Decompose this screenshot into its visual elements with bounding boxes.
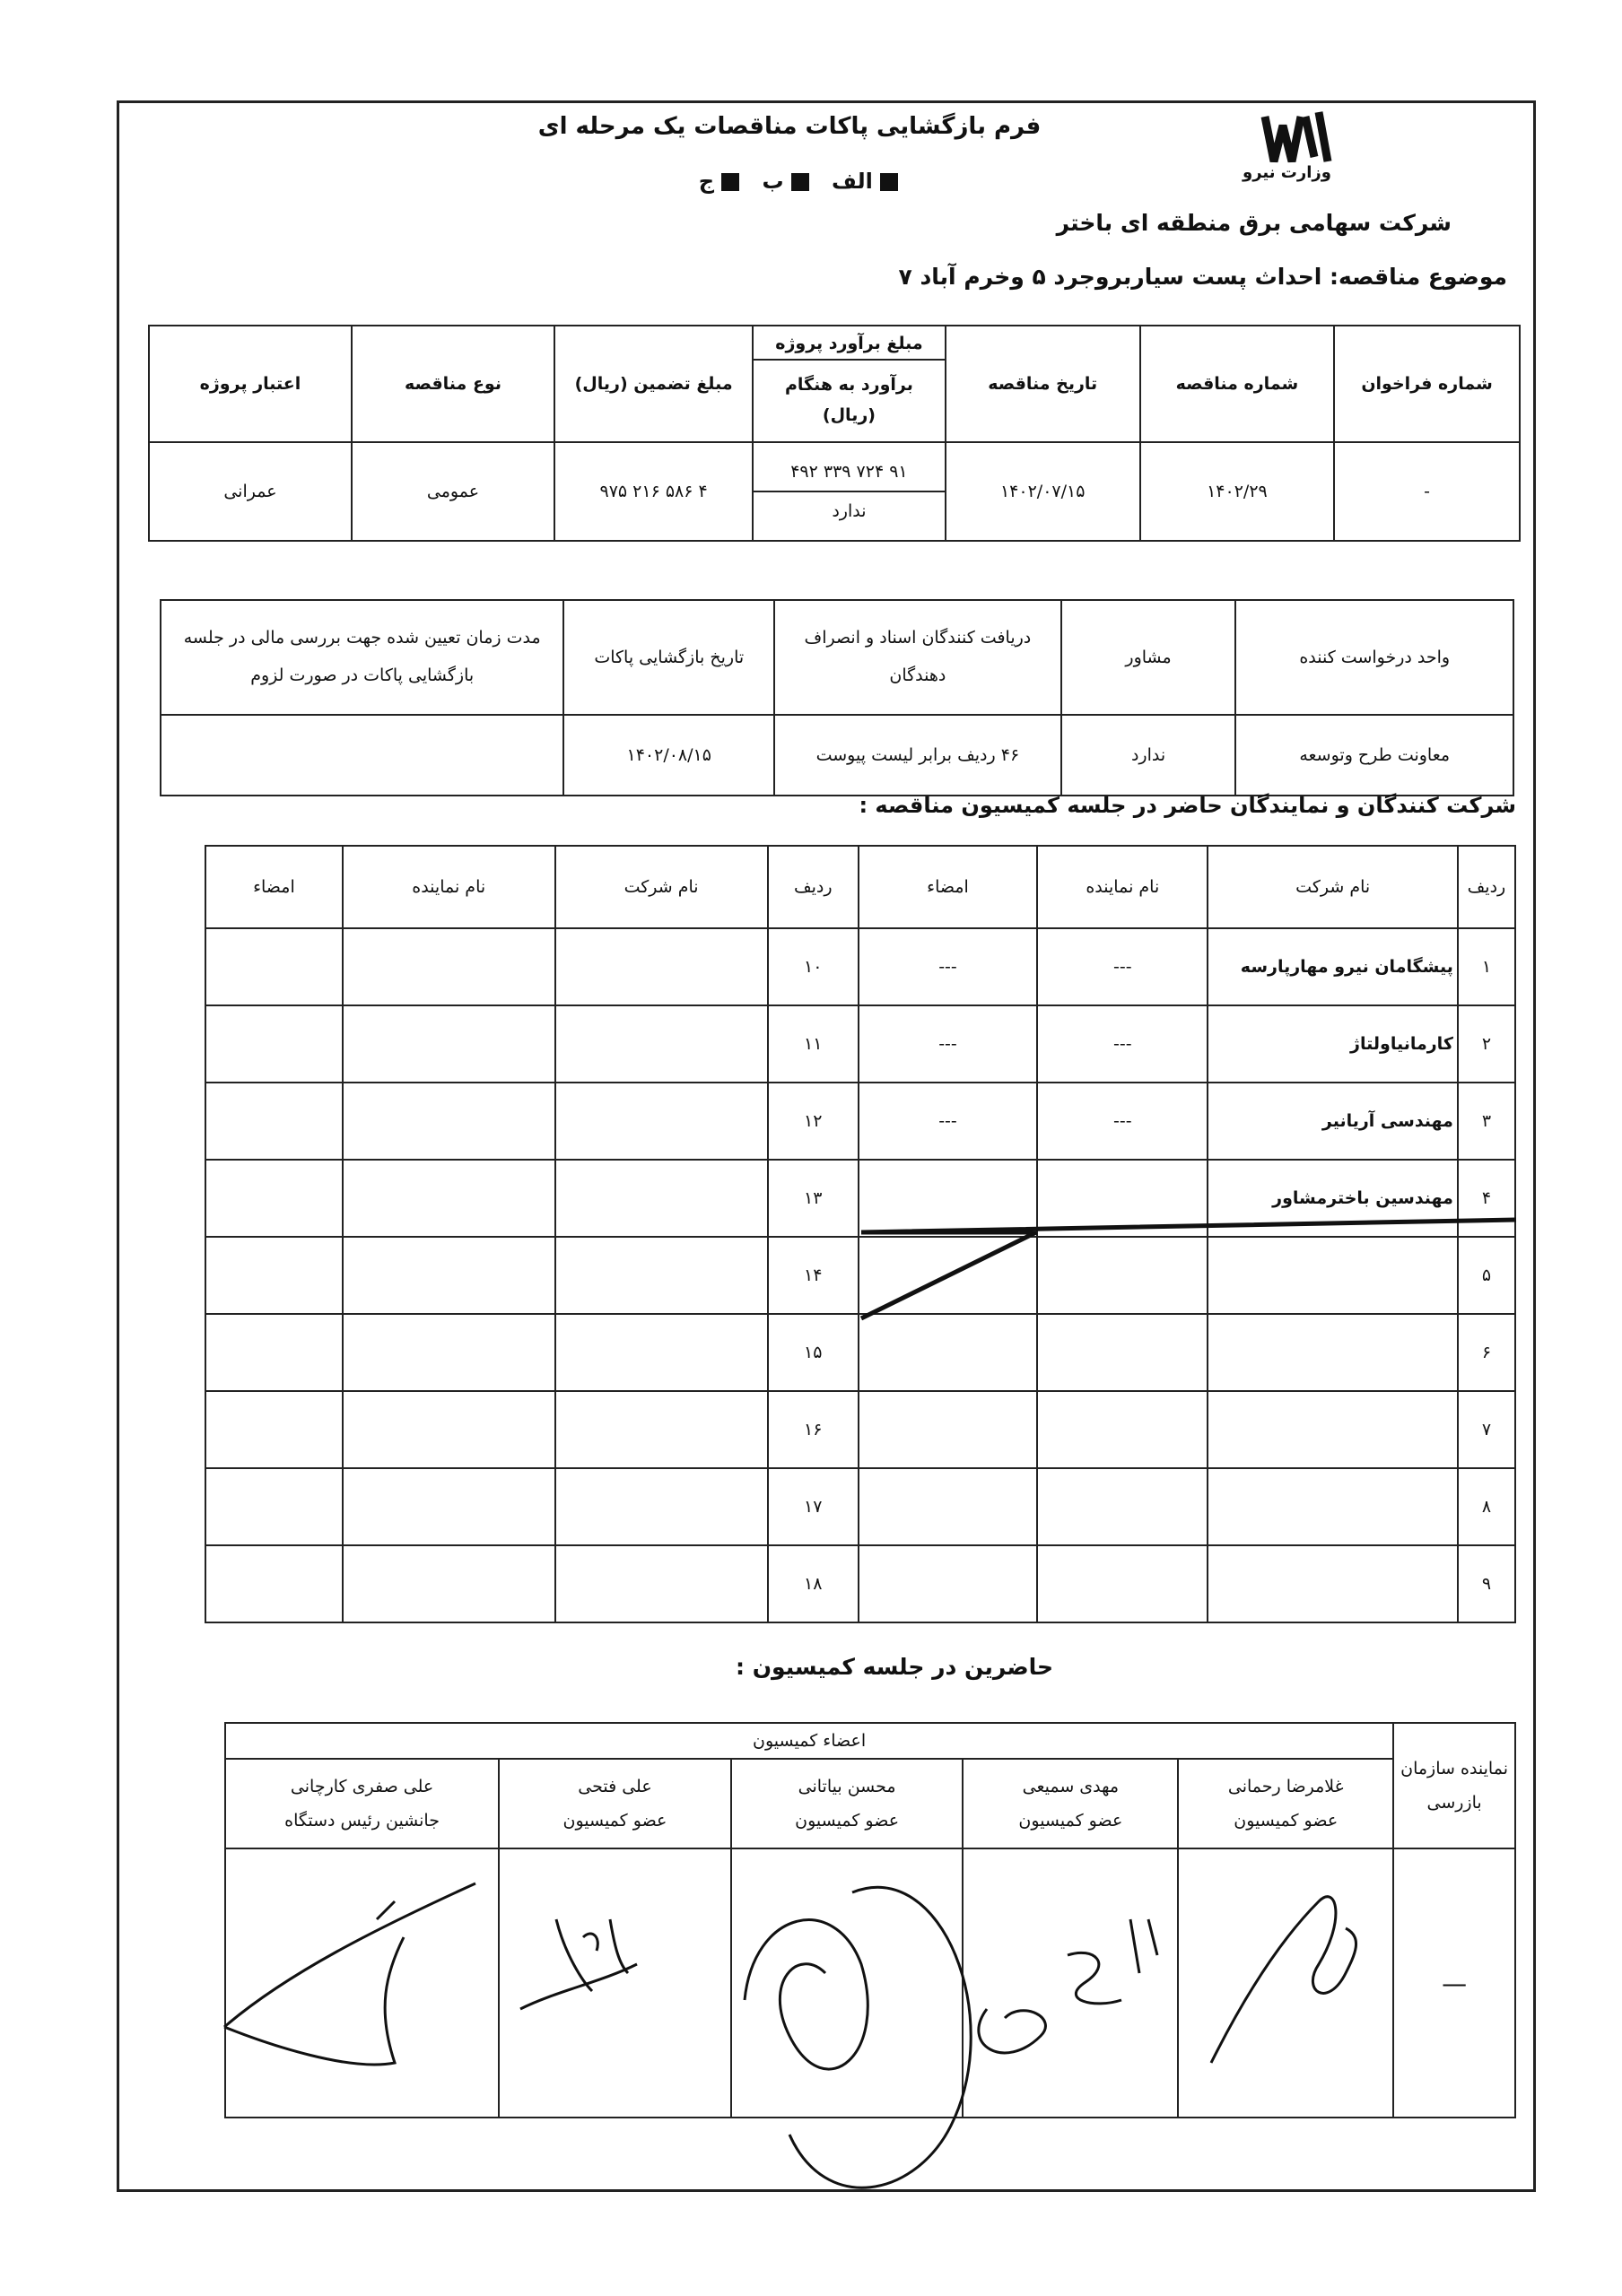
company-name-cell	[555, 1468, 768, 1545]
company-name-cell	[555, 1314, 768, 1391]
rep-name-cell	[343, 1160, 555, 1237]
rep-header-right: نام نماینده	[1037, 846, 1208, 928]
signature-cell	[859, 1391, 1037, 1468]
signature-cell	[205, 1545, 343, 1622]
row-no: ۱۳	[768, 1160, 859, 1237]
doc-recipients-value: ۴۶ ردیف برابر لیست پیوست	[774, 715, 1061, 796]
signature-cell: ---	[859, 928, 1037, 1005]
member-header: علی صفری کارچانی جانشین رئیس دستگاه	[225, 1759, 499, 1848]
tender-number-value: ۱۴۰۲/۲۹	[1140, 442, 1334, 541]
tender-type-header: نوع مناقصه	[352, 326, 554, 442]
rep-name-cell	[343, 1237, 555, 1314]
stage-option-a-checkbox[interactable]	[880, 173, 898, 191]
row-no: ۱۸	[768, 1545, 859, 1622]
rep-header-left: نام نماینده	[343, 846, 555, 928]
row-no: ۱۴	[768, 1237, 859, 1314]
signature-cell	[205, 1160, 343, 1237]
row-no: ۸	[1458, 1468, 1515, 1545]
rep-name-cell	[1037, 1468, 1208, 1545]
rep-name-cell	[343, 1005, 555, 1083]
rep-name-cell	[343, 1468, 555, 1545]
signature-cell	[859, 1468, 1037, 1545]
signature-fathi	[502, 1883, 664, 2027]
row-no: ۱۱	[768, 1005, 859, 1083]
stage-option-c-checkbox[interactable]	[721, 173, 739, 191]
bidder-row	[205, 1468, 1515, 1545]
tender-number-header: شماره مناقصه	[1140, 326, 1334, 442]
row-no: ۱۲	[768, 1083, 859, 1160]
call-number-value: -	[1334, 442, 1520, 541]
member-header: مهدی سمیعی عضو کمیسیون	[963, 1759, 1178, 1848]
credit-value: عمرانی	[149, 442, 352, 541]
stage-option-a-label: الف	[832, 169, 873, 194]
tender-table-values	[149, 442, 1520, 541]
signature-rahmani	[1193, 1866, 1400, 2081]
rep-name-cell: ---	[1037, 1005, 1208, 1083]
rep-name-cell	[343, 928, 555, 1005]
company-name-cell	[555, 1237, 768, 1314]
company-name-cell: کارمانیاولتاژ	[1208, 1005, 1457, 1083]
row-no: ۱۰	[768, 928, 859, 1005]
unit-table-values	[161, 715, 1513, 796]
company-name-cell	[1208, 1391, 1457, 1468]
member-header: محسن بیاتانی عضو کمیسیون	[731, 1759, 964, 1848]
member-header: غلامرضا رحمانی عضو کمیسیون	[1178, 1759, 1393, 1848]
estimate-value-cell	[753, 442, 946, 541]
inspection-header: نماینده سازمان بازرسی	[1393, 1723, 1515, 1848]
opening-date-header: تاریخ بازگشایی پاکات	[563, 600, 774, 715]
company-name-cell	[555, 928, 768, 1005]
company-name-cell	[555, 1391, 768, 1468]
row-no: ۳	[1458, 1083, 1515, 1160]
company-name-cell: مهندسین باخترمشاور	[1208, 1160, 1457, 1237]
estimate-header-cell	[753, 326, 946, 442]
row-no: ۱۶	[768, 1391, 859, 1468]
row-no: ۷	[1458, 1391, 1515, 1468]
rep-name-cell: ---	[1037, 1083, 1208, 1160]
guarantee-value: ۴ ۵۸۶ ۲۱۶ ۹۷۵	[554, 442, 753, 541]
consultant-header: مشاور	[1061, 600, 1236, 715]
guarantee-header: مبلغ تضمین (ریال)	[554, 326, 753, 442]
signature-cell: ---	[859, 1005, 1037, 1083]
row-no: ۲	[1458, 1005, 1515, 1083]
rep-name-cell	[343, 1314, 555, 1391]
commission-table-group-row	[225, 1723, 1515, 1759]
company-name: شرکت سهامی برق منطقه ای باختر	[1056, 210, 1452, 236]
company-name-cell	[555, 1545, 768, 1622]
estimate-value: ۹۱ ۷۲۴ ۳۳۹ ۴۹۲	[754, 453, 945, 492]
sign-header-right: امضاء	[859, 846, 1037, 928]
doc-recipients-header: دریافت کنندگان اسناد و انصراف دهندگان	[774, 600, 1061, 715]
bidder-row	[205, 928, 1515, 1005]
row-no: ۱۷	[768, 1468, 859, 1545]
tender-subject: موضوع مناقصه: احداث پست سیاربروجرد ۵ وخرم آباد ۷	[898, 264, 1507, 290]
rep-name-cell	[343, 1545, 555, 1622]
company-name-cell	[555, 1160, 768, 1237]
void-strike-line	[843, 1211, 1525, 1327]
company-name-cell	[1208, 1545, 1457, 1622]
bidder-row	[205, 1005, 1515, 1083]
signature-cell	[205, 1391, 343, 1468]
signature-bayatani	[718, 1839, 1005, 2215]
tender-table	[148, 325, 1521, 542]
ministry-name: وزارت نیرو	[1243, 163, 1331, 182]
company-name-cell: مهندسی آریانیر	[1208, 1083, 1457, 1160]
consultant-value: ندارد	[1061, 715, 1236, 796]
unit-table	[160, 599, 1514, 796]
review-duration-value	[161, 715, 563, 796]
company-header-left: نام شرکت	[555, 846, 768, 928]
signature-cell	[205, 928, 343, 1005]
company-header-right: نام شرکت	[1208, 846, 1457, 928]
member-header: علی فتحی عضو کمیسیون	[499, 1759, 731, 1848]
sign-header-left: امضاء	[205, 846, 343, 928]
stage-option-b-label: ب	[762, 169, 784, 194]
signature-cell	[205, 1083, 343, 1160]
signature-cell	[205, 1005, 343, 1083]
company-name-cell: پیشگامان نیرو مهارپارسه	[1208, 928, 1457, 1005]
bidders-heading: شرکت کنندگان و نمایندگان حاضر در جلسه کمیسیون مناقصه :	[859, 793, 1516, 818]
commission-members-row	[225, 1759, 1515, 1848]
rep-name-cell	[1037, 1391, 1208, 1468]
tender-table-header	[149, 326, 1520, 442]
rep-name-cell	[1037, 1545, 1208, 1622]
updated-estimate-header: برآورد به هنگام (ریال)	[784, 374, 913, 425]
row-no: ۱۵	[768, 1314, 859, 1391]
signature-safari	[215, 1866, 484, 2081]
credit-header: اعتبار پروژه	[149, 326, 352, 442]
stage-option-c-label: ج	[698, 169, 715, 194]
row-no: ۶	[1458, 1314, 1515, 1391]
commission-group-label: اعضاء کمیسیون	[225, 1723, 1393, 1759]
signature-cell	[205, 1237, 343, 1314]
requesting-unit-header: واحد درخواست کننده	[1235, 600, 1513, 715]
row-no: ۱	[1458, 928, 1515, 1005]
signature-cell	[859, 1545, 1037, 1622]
commission-heading: حاضرین در جلسه کمیسیون :	[736, 1654, 1054, 1680]
signature-cell	[205, 1314, 343, 1391]
row-no: ۵	[1458, 1237, 1515, 1314]
company-name-cell	[555, 1083, 768, 1160]
bidder-row	[205, 1083, 1515, 1160]
unit-table-header	[161, 600, 1513, 715]
company-name-cell	[1208, 1468, 1457, 1545]
form-title: فرم بازگشایی پاکات مناقصات یک مرحله ای	[537, 113, 1042, 140]
bidders-table-header	[205, 846, 1515, 928]
updated-estimate-value: ندارد	[832, 501, 867, 521]
signature-cell: ---	[859, 1083, 1037, 1160]
call-number-header: شماره فراخوان	[1334, 326, 1520, 442]
row-no: ۴	[1458, 1160, 1515, 1237]
tender-date-header: تاریخ مناقصه	[946, 326, 1140, 442]
rep-name-cell	[343, 1083, 555, 1160]
stage-option-b-checkbox[interactable]	[791, 173, 809, 191]
opening-date-value: ۱۴۰۲/۰۸/۱۵	[563, 715, 774, 796]
review-duration-header: مدت زمان تعیین شده جهت بررسی مالی در جلسه بازگشایی پاکات در صورت لزوم	[161, 600, 563, 715]
rep-name-cell: ---	[1037, 928, 1208, 1005]
stage-options	[664, 169, 933, 194]
signature-cell	[205, 1468, 343, 1545]
tender-type-value: عمومی	[352, 442, 554, 541]
bidder-row	[205, 1545, 1515, 1622]
requesting-unit-value: معاونت طرح وتوسعه	[1235, 715, 1513, 796]
row-no-header-right: ردیف	[1458, 846, 1515, 928]
estimate-header: مبلغ برآورد پروژه	[754, 328, 945, 361]
inspection-value: —	[1393, 1848, 1515, 2118]
rep-name-cell	[343, 1391, 555, 1468]
bidder-row	[205, 1391, 1515, 1468]
company-name-cell	[555, 1005, 768, 1083]
tender-date-value: ۱۴۰۲/۰۷/۱۵	[946, 442, 1140, 541]
row-no-header-left: ردیف	[768, 846, 859, 928]
row-no: ۹	[1458, 1545, 1515, 1622]
